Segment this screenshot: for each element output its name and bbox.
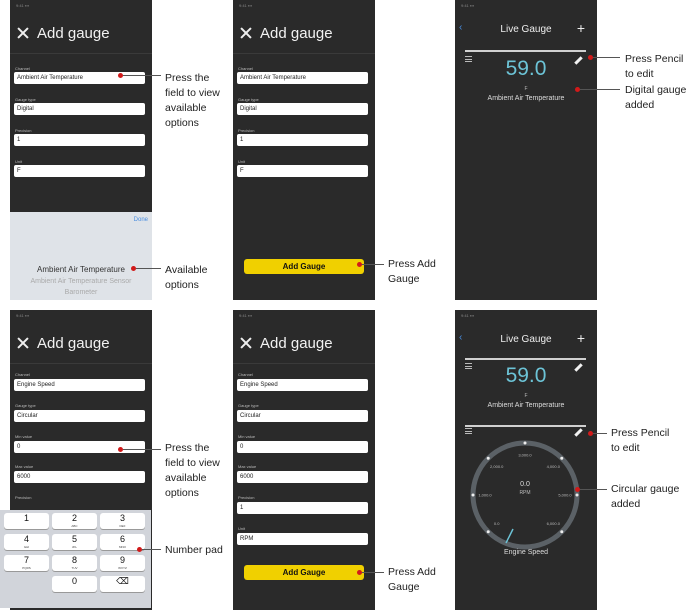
status-bar: 9:41 ▪▪▪ [239,313,253,318]
divider [465,358,586,360]
back-icon[interactable]: ‹ [459,332,463,343]
gauge-tick-label: 4,000.0 [546,464,560,470]
numpad-key-digit: 1 [23,513,29,523]
add-gauge-button[interactable]: Add Gauge [244,565,364,580]
unit-field[interactable]: F [14,165,145,177]
annotation-available-options: Available options [165,264,208,291]
divider [465,50,586,52]
digital-gauge-value: 59.0 [505,364,547,387]
gauge-tick-mark [487,457,490,460]
digital-gauge-value: 59.0 [505,57,547,80]
status-bar: 9:41 ▪▪▪ [239,3,253,8]
channel-field[interactable]: Ambient Air Temperature [14,72,145,84]
gauge-type-field[interactable]: Digital [14,103,145,115]
annotation-connector [580,489,607,490]
min-value-label: Min value [238,434,256,439]
precision-label: Precision [238,128,255,133]
max-value-label: Max value [15,464,34,469]
numpad-key-digit: ⌫ [116,576,129,586]
add-icon[interactable]: + [576,20,585,36]
digital-gauge-unit: F [524,393,528,399]
circular-gauge [455,425,597,560]
min-value-label: Min value [15,434,33,439]
precision-label: Precision [15,495,32,500]
screen-add-circular [233,310,375,610]
close-icon[interactable] [240,27,252,39]
status-bar: 9:41 ▪▪▪ [16,313,30,318]
channel-label: Channel [15,66,30,71]
header [233,20,375,54]
numpad-key-letters: DEF [119,524,126,528]
picker-option[interactable]: Barometer [64,289,98,296]
annotation-circular-added: Circular gauge added [611,483,680,510]
page-title: Live Gauge [500,24,552,35]
numpad-key[interactable] [4,513,49,529]
status-bar: 9:41 ▪▪▪ [461,313,475,318]
circular-gauge-value: 0.0 [520,481,530,488]
numpad-key[interactable] [52,513,97,529]
gauge-type-field[interactable]: Digital [237,103,368,115]
screen-live-digital [455,0,597,300]
precision-label: Precision [238,495,255,500]
status-bar: 9:41 ▪▪▪ [16,3,30,8]
channel-field[interactable]: Engine Speed [237,379,368,391]
picker-option[interactable]: Ambient Air Temperature Sensor [30,278,132,285]
done-button[interactable]: Done [133,217,148,223]
numpad-key[interactable] [52,576,97,592]
numpad-key-digit: 2 [71,513,77,523]
gauge-tick-label: 2,000.0 [490,464,504,470]
digital-gauge-unit: F [524,86,528,92]
precision-field[interactable]: 1 [14,134,145,146]
digital-gauge-name: Ambient Air Temperature [487,402,565,409]
numpad-key-letters: GHI [23,545,30,549]
numpad-key-digit: 7 [23,555,29,565]
number-pad [0,510,151,608]
annotation-connector [362,264,384,265]
annotation-connector [362,572,384,573]
numpad-key-digit: 6 [119,534,125,544]
gauge-tick-label: 0.0 [493,520,500,526]
header [233,330,375,364]
annotation-number-pad: Number pad [165,544,223,556]
add-icon[interactable]: + [576,330,585,346]
annotation-digital-added: Digital gauge added [625,84,687,111]
annotation-connector [580,89,620,90]
numpad-key-digit: 0 [71,576,77,586]
digital-gauge-name: Ambient Air Temperature [487,95,565,102]
gauge-tick-mark [472,494,475,497]
annotation-press-add: Press Add Gauge [388,566,436,593]
gauge-needle [506,529,513,543]
precision-field[interactable]: 1 [237,502,368,514]
numpad-key-letters: PQRS [22,566,31,570]
header [10,20,152,54]
numpad-key[interactable] [4,534,49,550]
back-icon[interactable]: ‹ [459,22,463,33]
gauge-tick-mark [487,530,490,533]
max-value-field[interactable]: 6000 [237,471,368,483]
gauge-tick-label: 1,000.0 [478,492,492,498]
screen-add-digital [233,0,375,300]
page-title: Live Gauge [500,334,552,345]
gauge-tick-mark [576,494,579,497]
screen-live-circular [455,310,597,610]
precision-field[interactable]: 1 [237,134,368,146]
close-icon[interactable] [240,337,252,349]
min-value-field[interactable]: 0 [14,441,145,453]
gauge-tick-mark [524,442,527,445]
gauge-tick-label: 5,000.0 [558,492,572,498]
numpad-key[interactable] [100,513,145,529]
min-value-field[interactable]: 0 [237,441,368,453]
numpad-key-letters: TUV [71,566,78,570]
channel-label: Channel [15,372,30,377]
close-icon[interactable] [17,27,29,39]
add-gauge-button[interactable]: Add Gauge [244,259,364,274]
unit-field[interactable]: F [237,165,368,177]
page-title: Add gauge [260,335,333,352]
blank-key [4,576,49,592]
numpad-key-digit: 9 [119,555,125,565]
numpad-key-letters: WXYZ [118,566,127,570]
gauge-type-label: Gauge type [238,97,259,102]
numpad-key[interactable] [100,555,145,571]
channel-label: Channel [238,372,253,377]
numpad-key-letters: MNO [119,545,126,549]
unit-label: Unit [238,526,246,531]
page-title: Add gauge [37,335,110,352]
status-bar: 9:41 ▪▪▪ [461,3,475,8]
channel-label: Channel [238,66,253,71]
close-icon[interactable] [17,337,29,349]
header [10,330,152,364]
gauge-type-label: Gauge type [238,403,259,408]
max-value-label: Max value [238,464,257,469]
annotation-connector [593,433,607,434]
circular-gauge-unit: RPM [519,490,531,496]
gauge-tick-mark [560,530,563,533]
max-value-field[interactable]: 6000 [14,471,145,483]
gauge-type-label: Gauge type [15,97,36,102]
annotation-field-options: Press the field to view available options [165,72,220,129]
numpad-key[interactable] [4,555,49,571]
page-title: Add gauge [260,25,333,42]
unit-label: Unit [238,159,246,164]
screen-add-digital-picker [10,0,152,300]
gauge-tick-label: 6,000.0 [546,520,560,526]
backspace-key[interactable] [100,576,145,592]
gauge-tick-mark [560,457,563,460]
gauge-type-field[interactable]: Circular [237,410,368,422]
numpad-key-digit: 4 [23,534,29,544]
annotation-connector [136,268,161,269]
gauge-tick-label: 3,000.0 [518,452,532,458]
gauge-type-field[interactable]: Circular [14,410,145,422]
numpad-key-letters: ABC [71,524,78,528]
annotation-connector [123,449,161,450]
numpad-key[interactable] [52,555,97,571]
annotation-connector [593,57,620,58]
annotation-pencil: Press Pencil to edit [611,427,670,454]
gauge-type-label: Gauge type [15,403,36,408]
numpad-key-digit: 3 [119,513,125,523]
channel-field[interactable]: Ambient Air Temperature [237,72,368,84]
precision-label: Precision [15,128,32,133]
unit-label: Unit [15,159,23,164]
options-picker[interactable] [10,212,152,300]
annotation-connector [123,75,161,76]
numpad-key[interactable] [52,534,97,550]
annotation-pencil: Press Pencil to edit [625,53,684,80]
numpad-key-letters: JKL [71,545,78,549]
annotation-connector [142,549,161,550]
numpad-key-digit: 8 [71,555,77,565]
annotation-field-options: Press the field to view available options [165,442,220,499]
numpad-key-digit: 5 [71,534,77,544]
annotation-press-add: Press Add Gauge [388,258,436,285]
page-title: Add gauge [37,25,110,42]
circular-gauge-name: Engine Speed [504,549,548,556]
unit-field[interactable]: RPM [237,533,368,545]
picker-selected-option[interactable]: Ambient Air Temperature [37,265,125,274]
channel-field[interactable]: Engine Speed [14,379,145,391]
